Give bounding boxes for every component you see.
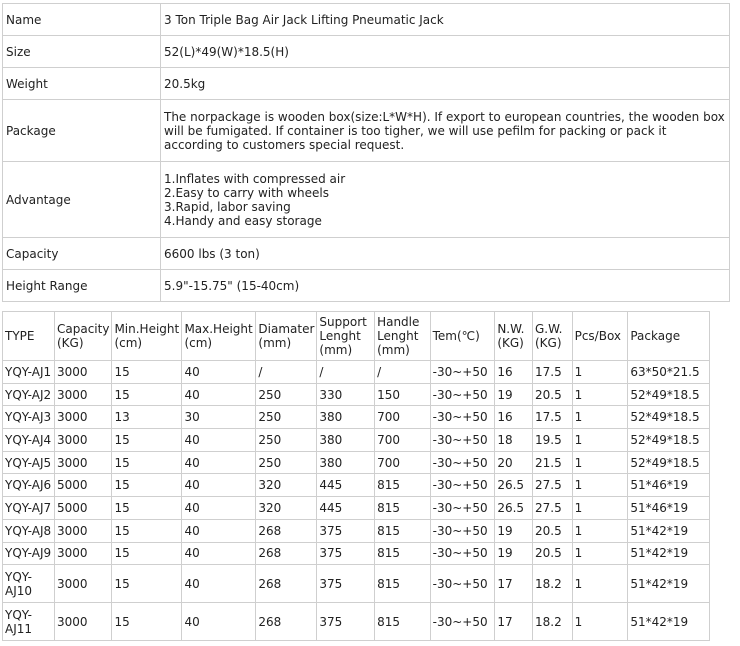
table-cell: 15 — [112, 474, 182, 497]
table-cell: YQY-AJ10 — [3, 565, 55, 603]
table-cell: 1 — [572, 603, 628, 641]
table-cell: 3000 — [55, 406, 112, 429]
table-cell: 815 — [375, 497, 431, 520]
spec-value: 3 Ton Triple Bag Air Jack Lifting Pneumatic Jack — [161, 4, 730, 36]
column-header — [317, 312, 375, 361]
table-cell: 16 — [495, 406, 533, 429]
table-cell: YQY-AJ2 — [3, 383, 55, 406]
column-header — [628, 312, 710, 361]
table-cell: 17.5 — [533, 406, 573, 429]
header-row — [3, 312, 710, 361]
table-cell: 15 — [112, 451, 182, 474]
table-cell: 20.5 — [533, 542, 573, 565]
table-cell: 3000 — [55, 603, 112, 641]
table-cell: 320 — [256, 497, 317, 520]
table-cell: 40 — [182, 497, 256, 520]
table-cell: 19 — [495, 519, 533, 542]
table-cell: 15 — [112, 361, 182, 384]
table-cell: 21.5 — [533, 451, 573, 474]
table-cell: 5000 — [55, 497, 112, 520]
table-cell: 815 — [375, 542, 431, 565]
column-header — [572, 312, 628, 361]
table-cell: 330 — [317, 383, 375, 406]
table-cell: 375 — [317, 519, 375, 542]
table-cell: 20.5 — [533, 519, 573, 542]
table-cell: 375 — [317, 565, 375, 603]
advantage-line: 4.Handy and easy storage — [164, 213, 322, 228]
table-row — [3, 383, 710, 406]
table-row — [3, 497, 710, 520]
column-header-line: Handle — [377, 315, 420, 329]
table-cell: 1 — [572, 542, 628, 565]
column-header-line: (cm) — [114, 336, 143, 350]
column-header-line: Package — [630, 329, 681, 343]
table-cell: 320 — [256, 474, 317, 497]
table-cell: 27.5 — [533, 474, 573, 497]
table-cell: 16 — [495, 361, 533, 384]
column-header-line: Max.Height — [184, 322, 253, 336]
spec-row-advantage — [3, 162, 730, 238]
table-cell: 19 — [495, 542, 533, 565]
table-cell: YQY-AJ5 — [3, 451, 55, 474]
spec-label: Capacity — [3, 238, 161, 270]
table-row — [3, 565, 710, 603]
table-cell: 268 — [256, 542, 317, 565]
advantage-line: 2.Easy to carry with wheels — [164, 185, 329, 200]
table-cell: 51*42*19 — [628, 519, 710, 542]
table-cell: 40 — [182, 603, 256, 641]
column-header — [55, 312, 112, 361]
table-cell: 17 — [495, 565, 533, 603]
table-cell: 40 — [182, 519, 256, 542]
table-cell: 18.2 — [533, 565, 573, 603]
model-comparison-table — [2, 311, 710, 641]
column-header-line: (KG) — [497, 336, 524, 350]
table-cell: 15 — [112, 565, 182, 603]
table-cell: 30 — [182, 406, 256, 429]
table-cell: YQY-AJ6 — [3, 474, 55, 497]
column-header — [3, 312, 55, 361]
table-cell: 51*42*19 — [628, 542, 710, 565]
table-cell: YQY-AJ3 — [3, 406, 55, 429]
table-cell: 40 — [182, 474, 256, 497]
table-cell: 15 — [112, 497, 182, 520]
table-cell: 5000 — [55, 474, 112, 497]
table-cell: 700 — [375, 406, 431, 429]
table-cell: 815 — [375, 603, 431, 641]
spec-row-height-range — [3, 270, 730, 302]
table-cell: -30~+50 — [430, 565, 495, 603]
table-cell: 3000 — [55, 519, 112, 542]
column-header-line: N.W. — [497, 322, 525, 336]
table-cell: -30~+50 — [430, 519, 495, 542]
table-cell: -30~+50 — [430, 406, 495, 429]
table-cell: 815 — [375, 565, 431, 603]
table-cell: 700 — [375, 451, 431, 474]
table-cell: 15 — [112, 603, 182, 641]
table-cell: 18 — [495, 429, 533, 452]
table-row — [3, 429, 710, 452]
table-cell: 1 — [572, 519, 628, 542]
spec-value: 20.5kg — [161, 68, 730, 100]
table-cell: YQY-AJ7 — [3, 497, 55, 520]
table-cell: -30~+50 — [430, 361, 495, 384]
advantage-line: 1.Inflates with compressed air — [164, 171, 346, 186]
table-cell: 20 — [495, 451, 533, 474]
table-cell: 700 — [375, 429, 431, 452]
spec-label: Advantage — [3, 162, 161, 238]
table-cell: 1 — [572, 361, 628, 384]
table-cell: 51*46*19 — [628, 497, 710, 520]
table-row — [3, 519, 710, 542]
table-cell: 250 — [256, 406, 317, 429]
spec-value: 5.9"-15.75" (15-40cm) — [161, 270, 730, 302]
table-cell: YQY-AJ4 — [3, 429, 55, 452]
table-cell: 15 — [112, 383, 182, 406]
table-cell: 27.5 — [533, 497, 573, 520]
column-header-line: Min.Height — [114, 322, 180, 336]
table-cell: 250 — [256, 451, 317, 474]
spec-label: Size — [3, 36, 161, 68]
advantage-line: 3.Rapid, labor saving — [164, 199, 291, 214]
spec-label: Height Range — [3, 270, 161, 302]
column-header-line: Lenght — [377, 329, 419, 343]
table-cell: 268 — [256, 603, 317, 641]
table-cell: YQY-AJ1 — [3, 361, 55, 384]
table-cell: 52*49*18.5 — [628, 383, 710, 406]
table-cell: 3000 — [55, 383, 112, 406]
spec-label: Weight — [3, 68, 161, 100]
table-cell: -30~+50 — [430, 429, 495, 452]
spec-row-capacity — [3, 238, 730, 270]
table-cell: 1 — [572, 383, 628, 406]
column-header-line: (mm) — [377, 343, 410, 357]
table-cell: -30~+50 — [430, 542, 495, 565]
column-header-line: G.W. — [535, 322, 563, 336]
spec-value: 6600 lbs (3 ton) — [161, 238, 730, 270]
table-cell: 52*49*18.5 — [628, 429, 710, 452]
table-cell: 1 — [572, 474, 628, 497]
table-cell: / — [317, 361, 375, 384]
table-cell: 52*49*18.5 — [628, 451, 710, 474]
table-cell: 52*49*18.5 — [628, 406, 710, 429]
table-row — [3, 474, 710, 497]
table-cell: 268 — [256, 519, 317, 542]
table-cell: 51*42*19 — [628, 603, 710, 641]
spec-row-name — [3, 4, 730, 36]
table-cell: 51*46*19 — [628, 474, 710, 497]
table-cell: 26.5 — [495, 474, 533, 497]
table-cell: -30~+50 — [430, 451, 495, 474]
column-header-line: TYPE — [5, 329, 35, 343]
column-header-line: Capacity — [57, 322, 110, 336]
column-header-line: Pcs/Box — [574, 329, 622, 343]
table-cell: 380 — [317, 429, 375, 452]
table-cell: 3000 — [55, 451, 112, 474]
model-table-body — [3, 361, 710, 641]
table-cell: 815 — [375, 474, 431, 497]
table-cell: YQY-AJ9 — [3, 542, 55, 565]
column-header — [533, 312, 573, 361]
column-header — [430, 312, 495, 361]
table-cell: 250 — [256, 429, 317, 452]
spec-row-package — [3, 100, 730, 162]
table-cell: -30~+50 — [430, 603, 495, 641]
table-cell: 445 — [317, 474, 375, 497]
column-header — [182, 312, 256, 361]
product-spec-table — [2, 3, 730, 302]
table-cell: / — [375, 361, 431, 384]
table-cell: 15 — [112, 519, 182, 542]
table-row — [3, 603, 710, 641]
table-cell: 40 — [182, 383, 256, 406]
table-cell: 268 — [256, 565, 317, 603]
column-header-line: (mm) — [258, 336, 292, 350]
table-cell: 13 — [112, 406, 182, 429]
table-cell: 40 — [182, 565, 256, 603]
spec-value-advantage — [161, 162, 730, 238]
table-cell: 19 — [495, 383, 533, 406]
column-header — [112, 312, 182, 361]
table-cell: 40 — [182, 542, 256, 565]
table-cell: 40 — [182, 361, 256, 384]
table-cell: -30~+50 — [430, 383, 495, 406]
table-cell: 1 — [572, 497, 628, 520]
spec-row-size — [3, 36, 730, 68]
spec-value: The norpackage is wooden box(size:L*W*H). If export to european countries, the wooden box will be fumigated. If container is too tigher, we will use pefilm for packing or pack it according to customers special request. — [161, 100, 730, 162]
table-cell: 40 — [182, 451, 256, 474]
model-table-header — [3, 312, 710, 361]
table-row — [3, 361, 710, 384]
table-cell: 250 — [256, 383, 317, 406]
table-cell: 1 — [572, 451, 628, 474]
table-cell: 1 — [572, 565, 628, 603]
table-cell: / — [256, 361, 317, 384]
table-cell: 445 — [317, 497, 375, 520]
column-header-line: (cm) — [184, 336, 213, 350]
table-cell: 150 — [375, 383, 431, 406]
table-cell: 3000 — [55, 361, 112, 384]
table-cell: 63*50*21.5 — [628, 361, 710, 384]
column-header — [495, 312, 533, 361]
table-cell: 1 — [572, 429, 628, 452]
table-row — [3, 542, 710, 565]
table-cell: 26.5 — [495, 497, 533, 520]
spec-value: 52(L)*49(W)*18.5(H) — [161, 36, 730, 68]
table-cell: 51*42*19 — [628, 565, 710, 603]
column-header-line: (KG) — [57, 336, 84, 350]
column-header — [375, 312, 431, 361]
table-cell: 15 — [112, 429, 182, 452]
table-row — [3, 406, 710, 429]
table-cell: 815 — [375, 519, 431, 542]
table-cell: 375 — [317, 603, 375, 641]
table-cell: YQY-AJ8 — [3, 519, 55, 542]
table-cell: 1 — [572, 406, 628, 429]
table-cell: 40 — [182, 429, 256, 452]
spec-label: Name — [3, 4, 161, 36]
table-cell: YQY-AJ11 — [3, 603, 55, 641]
table-cell: 380 — [317, 451, 375, 474]
table-cell: 17 — [495, 603, 533, 641]
column-header-line: Diamater — [258, 322, 315, 336]
spec-label: Package — [3, 100, 161, 162]
table-cell: 19.5 — [533, 429, 573, 452]
column-header-line: (mm) — [319, 343, 353, 357]
column-header-line: Tem(℃) — [432, 329, 480, 343]
column-header — [256, 312, 317, 361]
table-cell: 3000 — [55, 565, 112, 603]
table-cell: 380 — [317, 406, 375, 429]
column-header-line: (KG) — [535, 336, 562, 350]
table-cell: 3000 — [55, 542, 112, 565]
table-cell: 15 — [112, 542, 182, 565]
table-cell: 3000 — [55, 429, 112, 452]
table-row — [3, 451, 710, 474]
table-cell: 18.2 — [533, 603, 573, 641]
table-cell: 17.5 — [533, 361, 573, 384]
table-cell: 375 — [317, 542, 375, 565]
table-cell: 20.5 — [533, 383, 573, 406]
column-header-line: Support — [319, 315, 367, 329]
table-cell: -30~+50 — [430, 474, 495, 497]
column-header-line: Lenght — [319, 329, 361, 343]
spec-row-weight — [3, 68, 730, 100]
table-cell: -30~+50 — [430, 497, 495, 520]
